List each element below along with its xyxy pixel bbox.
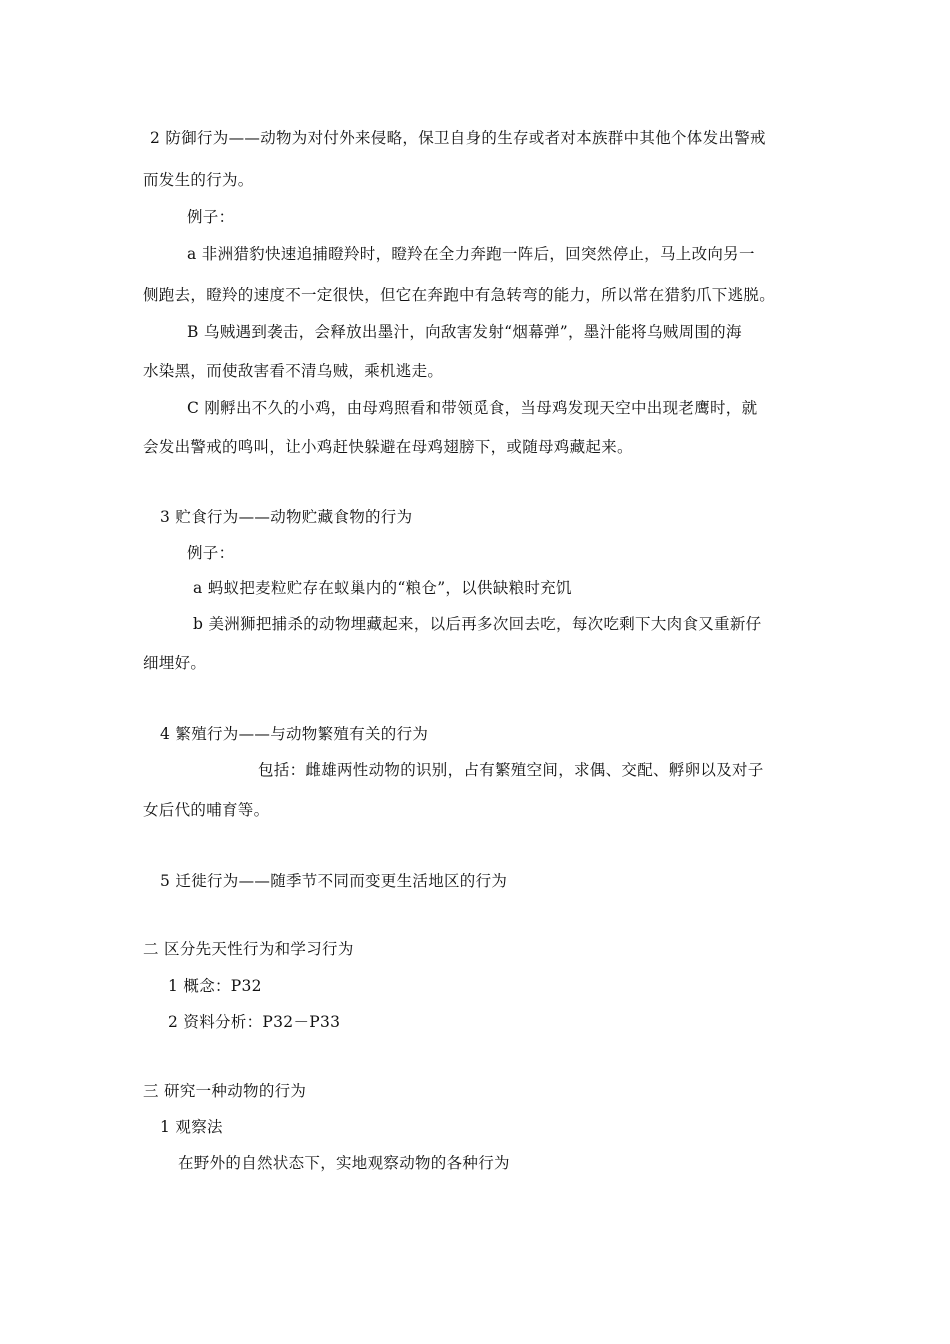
storage-example-a: a 蚂蚁把麦粒贮存在蚁巢内的“粮仓”，以供缺粮时充饥 (193, 579, 572, 597)
storage-heading: 3 贮食行为——动物贮藏食物的行为 (160, 508, 413, 526)
part-two-item2: 2 资料分析：P32－P33 (168, 1013, 341, 1031)
defense-example-c-line1: C 刚孵出不久的小鸡，由母鸡照看和带领觅食，当母鸡发现天空中出现老鹰时，就 (187, 399, 758, 417)
migration-heading: 5 迁徙行为——随季节不同而变更生活地区的行为 (160, 872, 508, 890)
part-three-heading: 三 研究一种动物的行为 (143, 1082, 307, 1100)
part-two-heading: 二 区分先天性行为和学习行为 (143, 940, 354, 958)
part-two-item1: 1 概念：P32 (168, 977, 262, 995)
breeding-heading: 4 繁殖行为——与动物繁殖有关的行为 (160, 725, 429, 743)
defense-example-a-line2: 侧跑去，瞪羚的速度不一定很快，但它在奔跑中有急转弯的能力，所以常在猎豹爪下逃脱。 (143, 286, 776, 304)
breeding-includes-line2: 女后代的哺育等。 (143, 801, 270, 819)
breeding-includes-line1: 包括：雌雄两性动物的识别，占有繁殖空间，求偶、交配、孵卵以及对子 (258, 761, 764, 779)
part-three-item1-desc: 在野外的自然状态下，实地观察动物的各种行为 (178, 1154, 510, 1172)
part-three-item1: 1 观察法 (160, 1118, 223, 1136)
storage-examples-label: 例子： (187, 544, 235, 562)
storage-example-b-line1: b 美洲狮把捕杀的动物埋藏起来，以后再多次回去吃，每次吃剩下大肉食又重新仔 (193, 615, 762, 633)
defense-heading-line2: 而发生的行为。 (143, 171, 254, 189)
defense-heading-line1: 2 防御行为——动物为对付外来侵略，保卫自身的生存或者对本族群中其他个体发出警戒 (150, 129, 766, 147)
defense-examples-label: 例子： (187, 208, 235, 226)
defense-example-b-line1: B 乌贼遇到袭击，会释放出墨汁，向敌害发射“烟幕弹”，墨汁能将乌贼周围的海 (187, 323, 742, 341)
storage-example-b-line2: 细埋好。 (143, 654, 207, 672)
defense-example-b-line2: 水染黑，而使敌害看不清乌贼，乘机逃走。 (143, 362, 444, 380)
defense-example-c-line2: 会发出警戒的鸣叫，让小鸡赶快躲避在母鸡翅膀下，或随母鸡藏起来。 (143, 438, 633, 456)
defense-example-a-line1: a 非洲猎豹快速追捕瞪羚时，瞪羚在全力奔跑一阵后，回突然停止，马上改向另一 (187, 245, 755, 263)
